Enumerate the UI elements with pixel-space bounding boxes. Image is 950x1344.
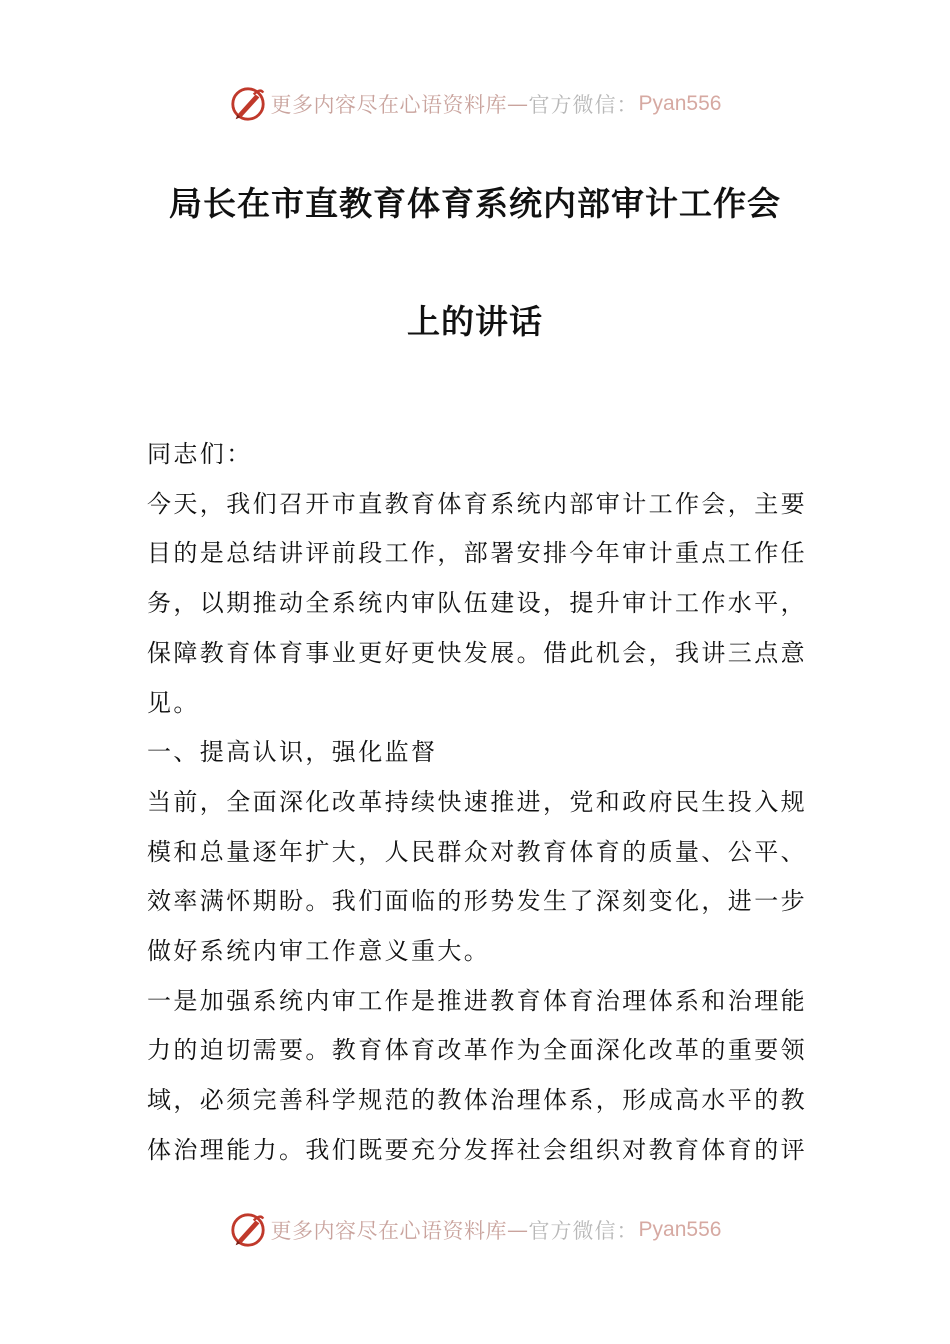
salutation: 同志们：: [147, 440, 253, 468]
watermark-dash: —: [507, 92, 529, 116]
watermark-wechat-id: Pyan556: [638, 1218, 722, 1241]
watermark-text: 更多内容尽在心语资料库: [270, 1219, 508, 1243]
pen-logo-icon: [229, 85, 267, 123]
document-body: [147, 430, 807, 1176]
watermark-text: 更多内容尽在心语资料库: [270, 93, 508, 117]
pen-logo-icon: [229, 1211, 267, 1249]
document-title-line-1: 局长在市直教育体育系统内部审计工作会: [169, 184, 781, 223]
document-title-line-2: 上的讲话: [407, 302, 543, 341]
watermark-dash: —: [507, 1218, 529, 1242]
paragraph: 当前，全面深化改革持续快速推进，党和政府民生投入规模和总量逐年扩大，人民群众对教育体育的质量、公平、效率满怀期盼。我们面临的形势发生了深刻变化，进一步做好系统内审工作意义重大。: [147, 787, 807, 966]
watermark-header: [0, 84, 950, 124]
watermark-wechat-label: 官方微信：: [528, 93, 639, 117]
watermark-footer: [0, 1210, 950, 1250]
watermark-wechat-id: Pyan556: [638, 92, 722, 115]
section-heading: 一、提高认识，强化监督: [147, 738, 438, 767]
paragraph: 一是加强系统内审工作是推进教育体育治理体系和治理能力的迫切需要。教育体育改革作为全面深化改革的重要领域，必须完善科学规范的教体治理体系，形成高水平的教体治理能力。我们既要充分发挥社会组织对教育体育的评: [147, 986, 807, 1164]
watermark-wechat-label: 官方微信：: [528, 1219, 639, 1243]
paragraph: 今天，我们召开市直教育体育系统内部审计工作会，主要目的是总结讲评前段工作，部署安排今年审计重点工作任务，以期推动全系统内审队伍建设，提升审计工作水平，保障教育体育事业更好更快发展。借此机会，我讲三点意见。: [147, 489, 807, 717]
